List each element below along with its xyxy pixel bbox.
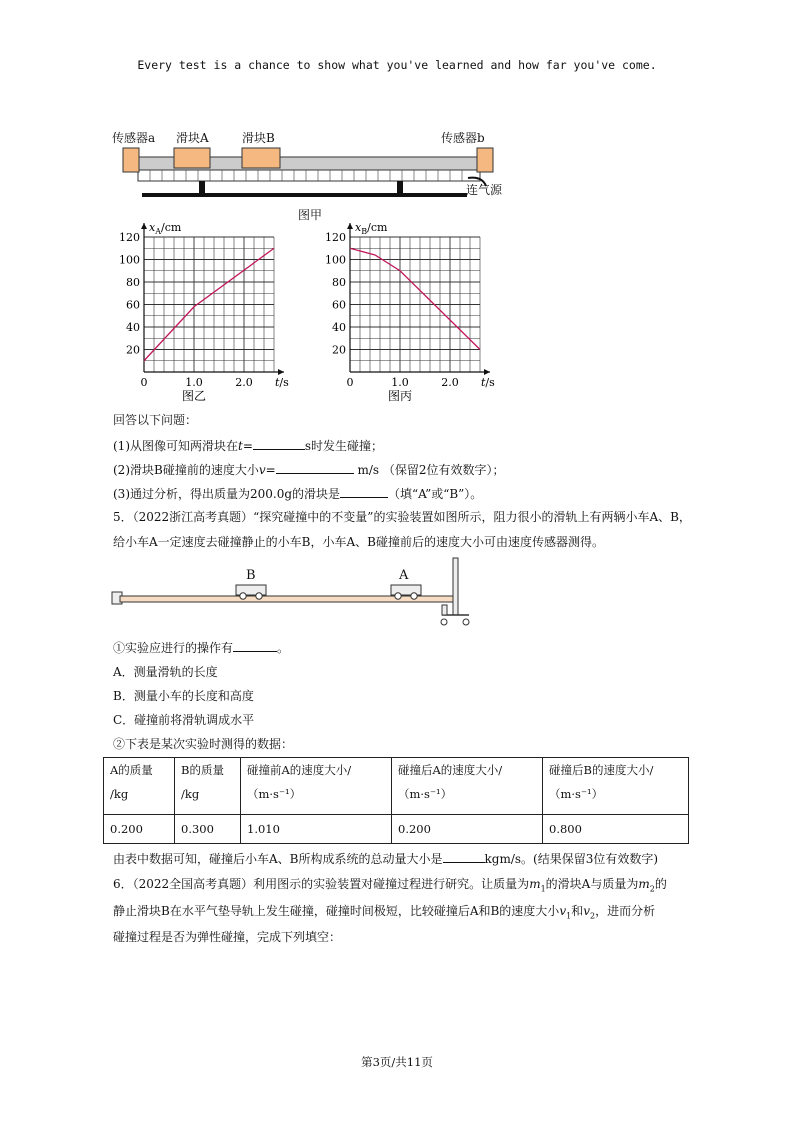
slider-a-label: 滑块A	[176, 131, 209, 145]
answer-blank-2[interactable]	[276, 461, 354, 474]
y-tick-label: 100	[325, 253, 346, 267]
problem-5-question-2: ②下表是某次实验时测得的数据：	[113, 737, 294, 751]
problem-5-line-2: 给小车A一定速度去碰撞静止的小车B，小车A、B碰撞前后的速度大小可由速度传感器测得。	[113, 535, 604, 549]
x-tick-label: 2.0	[235, 376, 253, 389]
x-tick-label: 0	[140, 376, 148, 389]
motto-header: Every test is a chance to show what you've learned and how far you've come.	[137, 58, 657, 72]
slider-a-block	[174, 148, 210, 168]
data-table	[103, 757, 689, 844]
x-axis-label: t/s	[481, 376, 495, 389]
sensor-b-label: 传感器b	[441, 131, 485, 145]
x-tick-label: 1.0	[185, 376, 203, 389]
option-a: A．测量滑轨的长度	[113, 665, 218, 679]
y-tick-label: 120	[119, 231, 140, 244]
y-tick-label: 120	[325, 231, 346, 244]
slider-b-block	[242, 148, 280, 168]
problem-5-question-1: ①实验应进行的操作有 。	[113, 641, 290, 655]
cart-a-label: A	[399, 568, 409, 583]
y-tick-label: 20	[126, 343, 140, 357]
problem-5-conclusion: 由表中数据可知，碰撞后小车A、B所构成系统的总动量大小是 kgm/s。(结果保留3位有效数字)	[113, 852, 659, 866]
y-axis-arrow	[141, 223, 147, 229]
question-2: (2)滑块B碰撞前的速度大小v= m/s （保留2位有效数字）；	[113, 463, 505, 477]
table-header-cell: B的质量 /kg	[175, 758, 241, 815]
table-row	[104, 815, 689, 844]
sensor-a-label: 传感器a	[112, 131, 156, 145]
y-tick-label: 40	[332, 321, 346, 334]
table-cell: 0.200	[104, 815, 175, 844]
velocity-sensor-stand	[453, 558, 458, 615]
option-b: B．测量小车的长度和高度	[113, 689, 254, 703]
question-intro: 回答以下问题：	[113, 413, 198, 427]
x-axis-arrow	[278, 369, 284, 375]
y-tick-label: 100	[119, 253, 140, 267]
y-tick-label: 80	[332, 276, 346, 289]
y-tick-label: 40	[126, 321, 140, 334]
question-1: (1)从图像可知两滑块在t= s时发生碰撞；	[113, 439, 384, 453]
y-axis-label: $x_B/cm$	[355, 221, 388, 236]
y-axis-arrow	[347, 223, 353, 229]
x-axis-label: t/s	[275, 376, 289, 389]
graph-bing	[316, 215, 506, 403]
table-header-cell: 碰撞后B的速度大小/ （m·s⁻¹）	[543, 758, 689, 815]
option-c: C．碰撞前将滑轨调成水平	[113, 713, 255, 727]
y-tick-label: 80	[126, 276, 140, 289]
series-line	[350, 248, 480, 349]
x-tick-label: 2.0	[441, 376, 459, 389]
sensor-b-block	[477, 148, 493, 172]
graph-yi	[110, 215, 300, 403]
answer-blank-3[interactable]	[340, 485, 388, 498]
y-axis-label: $x_A/cm$	[149, 221, 182, 236]
table-header-row	[104, 758, 689, 815]
question-3: (3)通过分析，得出质量为200.0g的滑块是 （填“A”或“B”）。	[113, 487, 483, 501]
answer-blank-4[interactable]	[233, 639, 277, 652]
y-tick-label: 60	[332, 298, 346, 312]
page-footer: 第3页/共11页	[361, 1055, 433, 1069]
answer-blank-1[interactable]	[253, 437, 305, 450]
cart-track-figure	[108, 555, 478, 635]
figure-caption: 图丙	[387, 389, 413, 403]
table-cell: 0.800	[543, 815, 689, 844]
y-tick-label: 60	[126, 298, 140, 312]
problem-6-line-3: 碰撞过程是否为弹性碰撞，完成下列填空：	[113, 930, 342, 944]
table-cell: 0.200	[392, 815, 543, 844]
y-tick-label: 20	[332, 343, 346, 357]
table-cell: 1.010	[241, 815, 392, 844]
problem-6-line-1: 6．（2022全国高考真题）利用图示的实验装置对碰撞过程进行研究。让质量为$m_1$的滑块A与质量为$m_2$的	[113, 877, 667, 894]
table-cell: 0.300	[175, 815, 241, 844]
slider-b-label: 滑块B	[242, 131, 275, 145]
answer-blank-5[interactable]	[443, 850, 485, 863]
cart-b-label: B	[246, 568, 256, 583]
problem-5-line-1: 5．（2022浙江高考真题）“探究碰撞中的不变量”的实验装置如图所示，阻力很小的滑轨上有两辆小车A、B，	[113, 510, 691, 524]
table-header-cell: A的质量 /kg	[104, 758, 175, 815]
table-header-cell: 碰撞后A的速度大小/ （m·s⁻¹）	[392, 758, 543, 815]
air-source-label: 连气源	[466, 183, 503, 197]
problem-6-line-2: 静止滑块B在水平气垫导轨上发生碰撞，碰撞时间极短，比较碰撞后A和B的速度大小$v_1$和$v_2$，进而分析	[113, 904, 656, 921]
table-header-cell: 碰撞前A的速度大小/ （m·s⁻¹）	[241, 758, 392, 815]
figure-jia-caption: 图甲	[298, 208, 323, 222]
x-axis-arrow	[484, 369, 490, 375]
figure-caption: 图乙	[181, 389, 207, 403]
x-tick-label: 0	[346, 376, 354, 389]
x-tick-label: 1.0	[391, 376, 409, 389]
sensor-a-block	[123, 148, 139, 172]
